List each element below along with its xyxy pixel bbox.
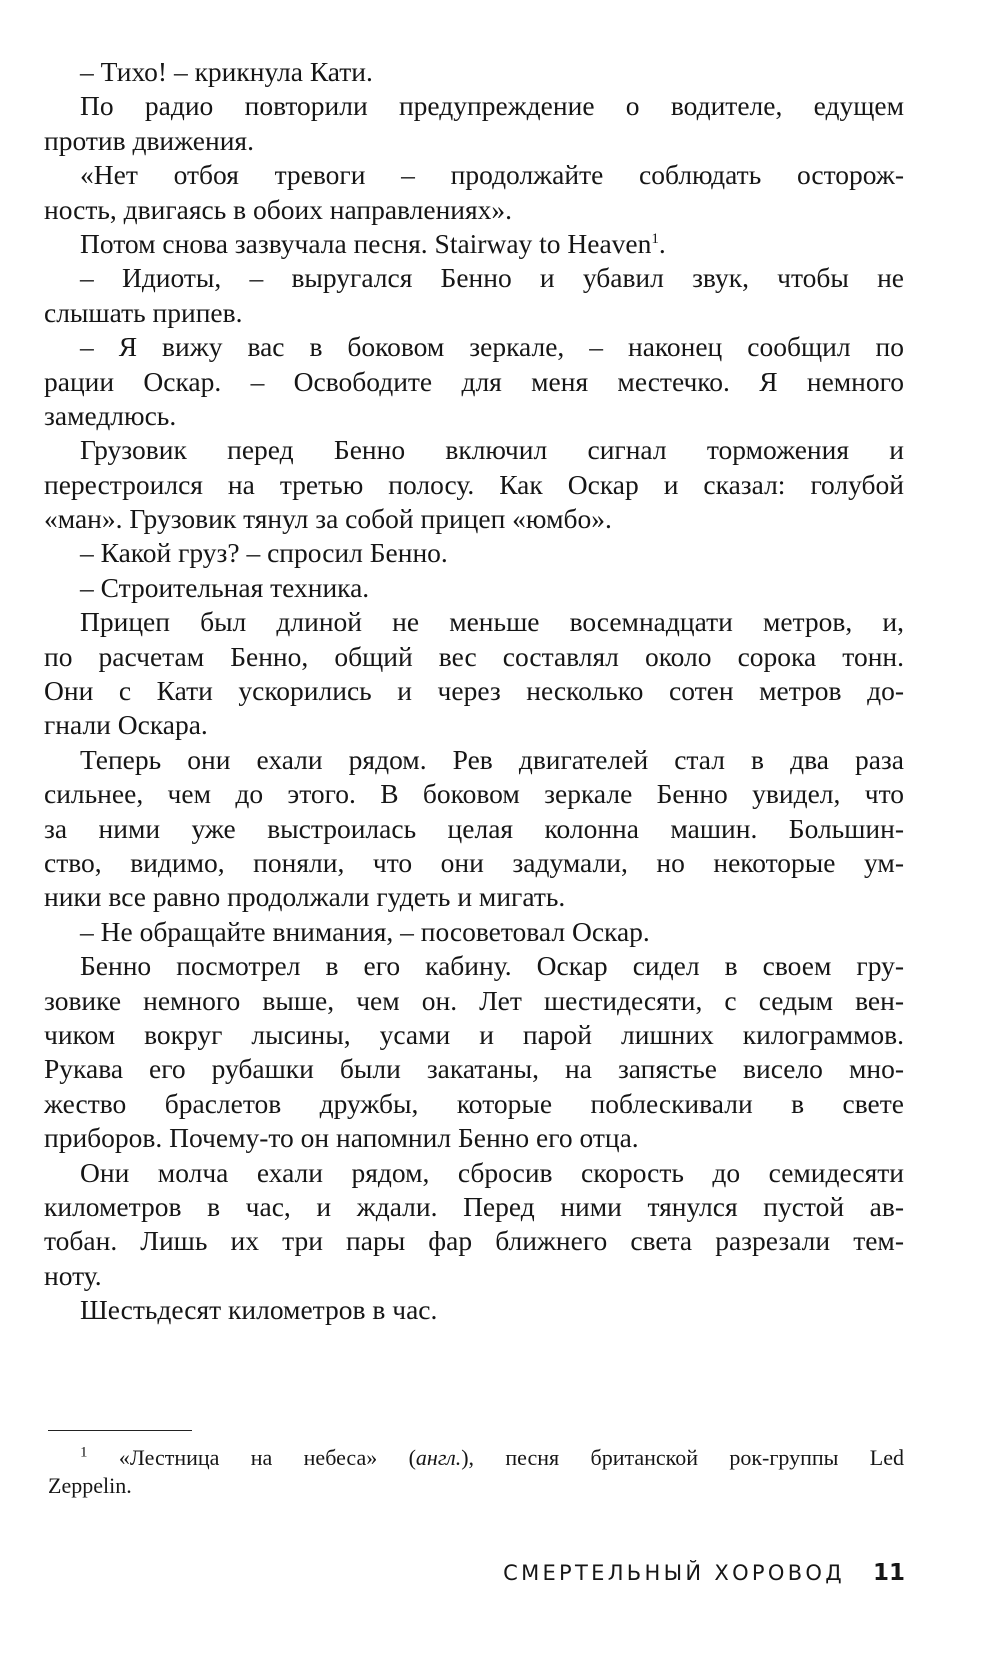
text-line: ство, видимо, поняли, что они задумали, но некоторые ум-	[44, 846, 904, 878]
text-line	[44, 227, 904, 261]
text-line: замедлюсь.	[44, 399, 177, 431]
paragraph	[44, 743, 904, 915]
text-line: по расчетам Бенно, общий вес составлял около сорока тонн.	[44, 640, 904, 672]
footnote-line	[48, 1444, 904, 1472]
paragraph	[44, 915, 904, 949]
text-line: рации Оскар. – Освободите для меня местечко. Я немного	[44, 365, 904, 397]
text-line: сильнее, чем до этого. В боковом зеркале Бенно увидел, что	[44, 778, 904, 810]
text-line: слышать припев.	[44, 296, 243, 328]
paragraph	[44, 261, 904, 330]
footnote-line: Zeppelin.	[48, 1473, 132, 1498]
text-line: – Какой груз? – спросил Бенно.	[80, 537, 448, 569]
text-line: Шестьдесят километров в час.	[80, 1294, 438, 1326]
text-line: Теперь они ехали рядом. Рев двигателей стал в два раза	[80, 743, 904, 775]
paragraph	[44, 949, 904, 1155]
text-line: тобан. Лишь их три пары фар ближнего света разрезали тем-	[44, 1225, 904, 1257]
paragraph	[44, 89, 904, 158]
paragraph	[44, 433, 904, 536]
text-line: – Я вижу вас в боковом зеркале, – наконец сообщил по	[80, 331, 904, 363]
text-line: Бенно посмотрел в его кабину. Оскар сидел в своем гру-	[80, 950, 904, 982]
text-span: Потом снова зазвучала песня. Stairway to Heaven	[80, 227, 652, 259]
paragraph	[44, 536, 904, 570]
text-line: Они молча ехали рядом, сбросив скорость до семидесяти	[80, 1156, 904, 1188]
text-line: приборов. Почему-то он напомнил Бенно его отца.	[44, 1122, 639, 1154]
paragraph	[44, 1293, 904, 1327]
text-line: чиком вокруг лысины, усами и парой лишних килограммов.	[44, 1018, 904, 1050]
text-line: Грузовик перед Бенно включил сигнал торможения и	[80, 434, 904, 466]
text-line: По радио повторили предупреждение о водителе, едущем	[80, 90, 904, 122]
text-line: «ман». Грузовик тянул за собой прицеп «юмбо».	[44, 503, 612, 535]
text-line: жество браслетов дружбы, которые поблескивали в свете	[44, 1087, 904, 1119]
footnote-italic: англ.	[415, 1445, 462, 1470]
text-line: ность, двигаясь в обоих направлениях».	[44, 193, 513, 225]
paragraph	[44, 55, 904, 89]
paragraph	[44, 571, 904, 605]
paragraph	[44, 330, 904, 433]
text-line: Рукава его рубашки были закатаны, на запястье висело мно-	[44, 1053, 904, 1085]
footnote	[48, 1444, 904, 1500]
running-footer	[503, 1560, 905, 1586]
text-line: гнали Оскара.	[44, 709, 208, 741]
footnote-text: ), песня британской рок-группы Led	[461, 1445, 904, 1470]
text-line: – Идиоты, – выругался Бенно и убавил звук, чтобы не	[80, 262, 904, 294]
text-line: перестроился на третью полосу. Как Оскар и сказал: голубой	[44, 468, 904, 500]
page-number: 11	[872, 1560, 905, 1586]
text-line: против движения.	[44, 124, 254, 156]
footnote-divider	[48, 1430, 192, 1431]
running-title: СМЕРТЕЛЬНЫЙ ХОРОВОД	[503, 1561, 845, 1585]
text-span: .	[658, 227, 666, 259]
text-line: зовике немного выше, чем он. Лет шестидесяти, с седым вен-	[44, 984, 904, 1016]
footnote-text: «Лестница на небеса» (	[118, 1445, 416, 1470]
page-body	[44, 55, 904, 1327]
paragraph	[44, 1156, 904, 1294]
paragraph	[44, 227, 904, 261]
text-line: – Строительная техника.	[80, 571, 370, 603]
text-line: километров в час, и ждали. Перед ними тянулся пустой ав-	[44, 1190, 904, 1222]
text-line: Они с Кати ускорились и через несколько сотен метров до-	[44, 675, 904, 707]
footnote-marker: 1	[651, 230, 659, 247]
text-line: – Не обращайте внимания, – посоветовал Оскар.	[80, 915, 650, 947]
text-line: ники все равно продолжали гудеть и мигать.	[44, 881, 566, 913]
text-line: за ними уже выстроилась целая колонна машин. Большин-	[44, 812, 904, 844]
paragraph	[44, 158, 904, 227]
text-line: – Тихо! – крикнула Кати.	[80, 56, 373, 87]
text-line: «Нет отбоя тревоги – продолжайте соблюдать осторож-	[80, 159, 904, 191]
footnote-number: 1	[80, 1444, 88, 1461]
text-line: Прицеп был длиной не меньше восемнадцати метров, и,	[80, 606, 904, 638]
paragraph	[44, 605, 904, 743]
text-line: ноту.	[44, 1259, 102, 1291]
